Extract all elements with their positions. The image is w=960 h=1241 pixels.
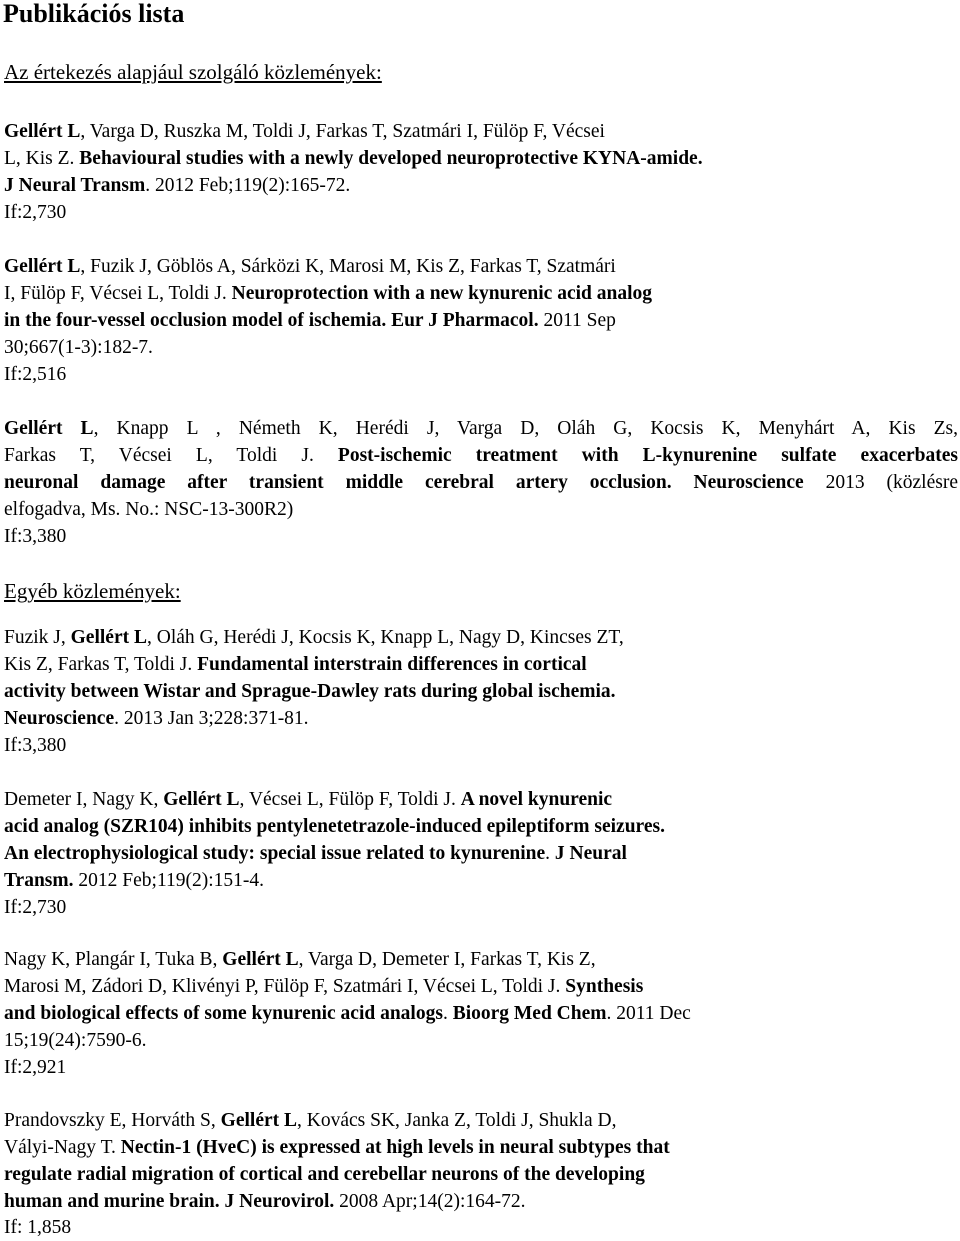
entry-line: Transm. 2012 Feb;119(2):151-4. [4,870,264,891]
entry-line: Neuroscience. 2013 Jan 3;228:371-81. [4,708,309,729]
section-heading-dissertation: Az értekezés alapjául szolgáló közlemények: [4,60,382,84]
section-heading-other: Egyéb közlemények: [4,579,181,603]
entry-line: Kis Z, Farkas T, Toldi J. Fundamental interstrain differences in cortical [4,654,587,675]
impact-factor: If:2,730 [4,202,67,223]
entry-line: acid analog (SZR104) inhibits pentylenetetrazole-induced epileptiform seizures. [4,816,665,837]
entry-line: in the four-vessel occlusion model of ischemia. Eur J Pharmacol. 2011 Sep [4,310,616,331]
impact-factor: If:2,730 [4,897,67,918]
impact-factor: If:2,516 [4,364,67,385]
entry-line: Gellért L, Varga D, Ruszka M, Toldi J, Farkas T, Szatmári I, Fülöp F, Vécsei [4,121,605,142]
impact-factor: If:2,921 [4,1057,67,1078]
entry-line: 15;19(24):7590-6. [4,1030,147,1051]
impact-factor: If:3,380 [4,735,67,756]
entry-line: J Neural Transm. 2012 Feb;119(2):165-72. [4,175,351,196]
entry-line: neuronal damage after transient middle cerebral artery occlusion. Neuroscience 2013 (közlésre [4,472,958,493]
entry-line: activity between Wistar and Sprague-Dawley rats during global ischemia. [4,681,616,702]
entry-line: Fuzik J, Gellért L, Oláh G, Herédi J, Kocsis K, Knapp L, Nagy D, Kincses ZT, [4,627,624,648]
entry-line: elfogadva, Ms. No.: NSC-13-300R2) [4,499,294,520]
impact-factor: If: 1,858 [4,1217,72,1238]
entry-line: An electrophysiological study: special issue related to kynurenine. J Neural [4,843,627,864]
entry-line: Farkas T, Vécsei L, Toldi J. Post-ischemic treatment with L-kynurenine sulfate exacerbates [4,445,958,466]
page-title: Publikációs lista [3,0,185,28]
entry-line: Gellért L, Fuzik J, Göblös A, Sárközi K, Marosi M, Kis Z, Farkas T, Szatmári [4,256,616,277]
entry-line: and biological effects of some kynurenic acid analogs. Bioorg Med Chem. 2011 Dec [4,1003,691,1024]
entry-line: Vályi-Nagy T. Nectin-1 (HveC) is expressed at high levels in neural subtypes that [4,1137,670,1158]
entry-line: L, Kis Z. Behavioural studies with a newly developed neuroprotective KYNA-amide. [4,148,703,169]
entry-line: Demeter I, Nagy K, Gellért L, Vécsei L, Fülöp F, Toldi J. A novel kynurenic [4,789,613,810]
entry-line: regulate radial migration of cortical and cerebellar neurons of the developing [4,1164,645,1185]
entry-line: I, Fülöp F, Vécsei L, Toldi J. Neuroprotection with a new kynurenic acid analog [4,283,653,304]
entry-line: Marosi M, Zádori D, Klivényi P, Fülöp F, Szatmári I, Vécsei L, Toldi J. Synthesis [4,976,644,997]
entry-line: Gellért L, Knapp L , Németh K, Herédi J, Varga D, Oláh G, Kocsis K, Menyhárt A, Kis Zs, [4,418,958,439]
entry-line: Prandovszky E, Horváth S, Gellért L, Kovács SK, Janka Z, Toldi J, Shukla D, [4,1110,617,1131]
impact-factor: If:3,380 [4,526,67,547]
entry-line: human and murine brain. J Neurovirol. 2008 Apr;14(2):164-72. [4,1191,526,1212]
entry-line: 30;667(1-3):182-7. [4,337,153,358]
entry-line: Nagy K, Plangár I, Tuka B, Gellért L, Varga D, Demeter I, Farkas T, Kis Z, [4,949,596,970]
